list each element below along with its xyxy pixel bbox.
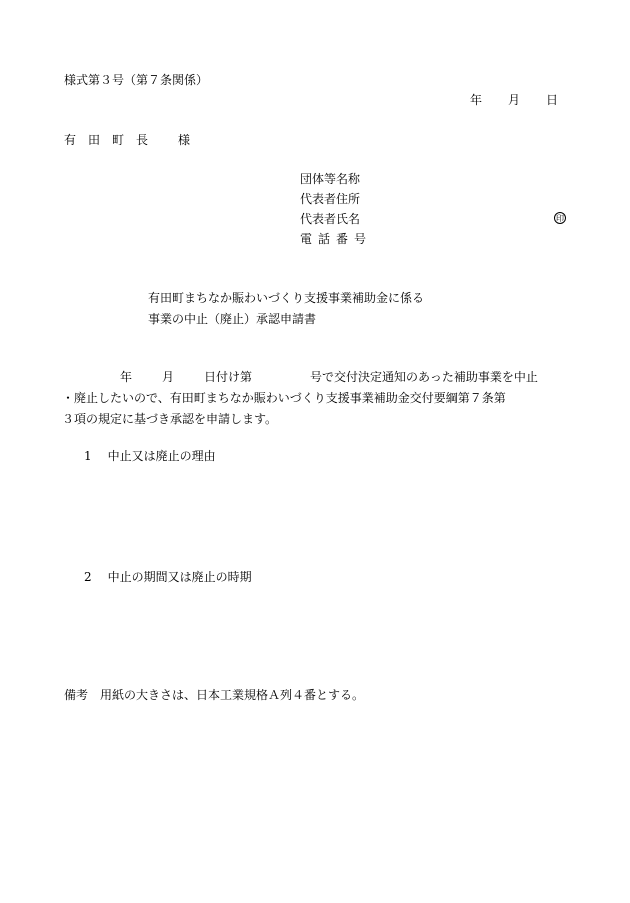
date-line [470,94,558,106]
field-representative-name: 代表者氏名 [300,212,361,226]
field-phone: 電話番号 [300,232,373,246]
title-line-1: 有田町まちなか賑わいづくり支援事業補助金に係る [148,291,425,305]
addressee-name: 有 田 町 長 [64,133,149,147]
field-organization-name: 団体等名称 [300,172,361,186]
item-2 [84,571,252,583]
body-line-3: ３項の規定に基づき承認を申請します。 [62,412,278,426]
item-2-number: 2 [84,570,92,584]
field-representative-address: 代表者住所 [300,192,361,206]
seal-mark-icon: 印 [556,214,564,223]
form-number: 様式第３号（第７条関係） [64,73,209,87]
date-year: 年 [470,93,483,107]
remarks [64,689,364,701]
title-line-2: 事業の中止（廃止）承認申請書 [148,312,317,326]
body-line-2: ・廃止したいので、有田町まちなか賑わいづくり支援事業補助金交付要綱第７条第 [62,391,506,405]
remarks-label: 備考 [64,688,89,702]
item-1-number: 1 [84,449,92,463]
body-line-1: 年 月 日付け第 号で交付決定通知のあった補助事業を中止 [120,370,538,384]
remarks-text: 用紙の大きさは、日本工業規格Ａ列４番とする。 [100,688,365,702]
date-month: 月 [508,93,521,107]
date-day: 日 [546,93,559,107]
item-1 [84,450,216,462]
item-2-label: 中止の期間又は廃止の時期 [107,570,252,584]
addressee-honorific: 様 [178,133,191,147]
item-1-label: 中止又は廃止の理由 [107,449,216,463]
addressee [64,134,190,146]
